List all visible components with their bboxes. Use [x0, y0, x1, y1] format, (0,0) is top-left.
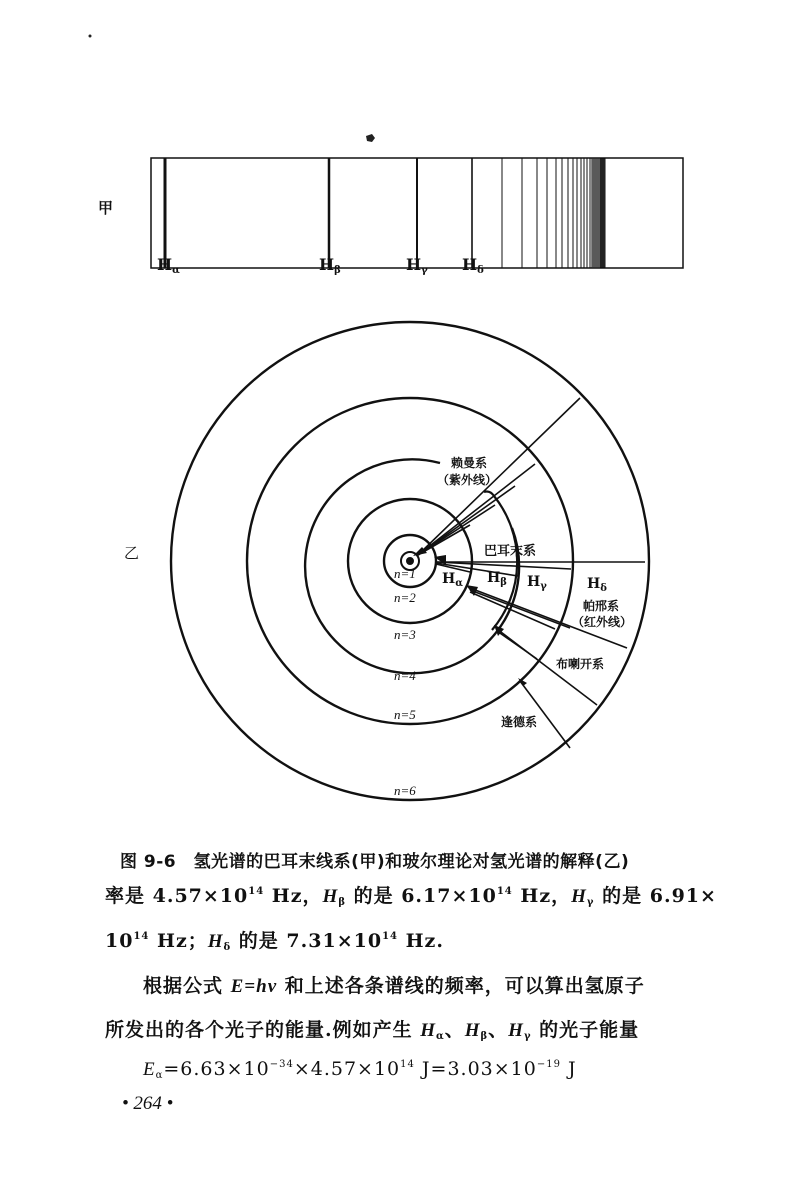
energy-equation: $E_\alpha=6.63\times 10^{-34}\times 4.57\times 10^{14}$ $J=3.03\times 10^{-19}$ J: [143, 1058, 577, 1081]
level-label-n5: n=5: [394, 707, 416, 722]
panel-a-label: 甲: [98, 199, 114, 217]
spectrum-major-lines: [165, 158, 472, 268]
page-number: • 264 •: [122, 1093, 174, 1114]
level-label-n4: n=4: [394, 668, 416, 683]
transition-label-h-beta: $H_\beta$: [487, 570, 507, 588]
transition-label-h-delta: $H_\delta$: [587, 576, 607, 594]
body-line-1: 率是 $4.57\times 10^{14}$ Hz，$H_\beta$ 的是 $6.17\times 10^{14}$ Hz，$H_\gamma$ 的是 6.91×: [105, 885, 717, 908]
scan-speck: [89, 35, 92, 38]
level-label-n2: n=2: [394, 590, 416, 605]
series-limit-band: [592, 159, 605, 267]
panel-b-label: 乙: [124, 544, 140, 562]
level-label-n6: n=6: [394, 783, 416, 798]
spectrum-bar: [151, 158, 683, 268]
series-label-pfund: 逢德系: [501, 715, 538, 729]
spectrum-label-h-beta: $H_\beta$: [319, 255, 341, 276]
body-line-3: 根据公式 E=hν 和上述各条谱线的频率，可以算出氢原子: [143, 975, 645, 997]
spectrum-label-h-delta: $H_\delta$: [462, 255, 484, 276]
bohr-orbit-diagram: [171, 322, 649, 800]
series-label-paschen: 帕邢系: [583, 599, 620, 613]
body-line-4: 所发出的各个光子的能量.例如产生 $H_\alpha$、$H_\beta$、$H_\gamma$ 的光子能量: [105, 1019, 640, 1042]
series-label-balmer: 巴耳末系: [484, 544, 537, 559]
transition-label-h-gamma: $H_\gamma$: [527, 574, 547, 592]
transition-label-h-alpha: $H_\alpha$: [442, 571, 463, 589]
scan-speck: [366, 134, 375, 142]
series-label-brackett: 布喇开系: [556, 657, 605, 671]
series-label-lyman-uv: （紫外线）: [437, 473, 498, 487]
balmer-boundary-arc: [484, 492, 517, 631]
level-label-n3: n=3: [394, 627, 416, 642]
spectrum-label-h-gamma: $H_\gamma$: [406, 255, 428, 276]
series-label-paschen-ir: （红外线）: [572, 615, 633, 629]
spectrum-minor-lines: [502, 158, 605, 268]
series-label-lyman: 赖曼系: [451, 456, 488, 470]
figure-caption: 图 9-6 氢光谱的巴耳末线系(甲)和玻尔理论对氢光谱的解释(乙): [120, 852, 630, 872]
body-line-2: $10^{14}$ Hz；$H_\delta$ 的是 $7.31\times 10^{14}$ Hz.: [105, 930, 444, 953]
level-label-n1: n=1: [394, 566, 416, 581]
spectrum-label-h-alpha: $H_\alpha$: [157, 255, 180, 276]
nucleus: [407, 558, 414, 565]
